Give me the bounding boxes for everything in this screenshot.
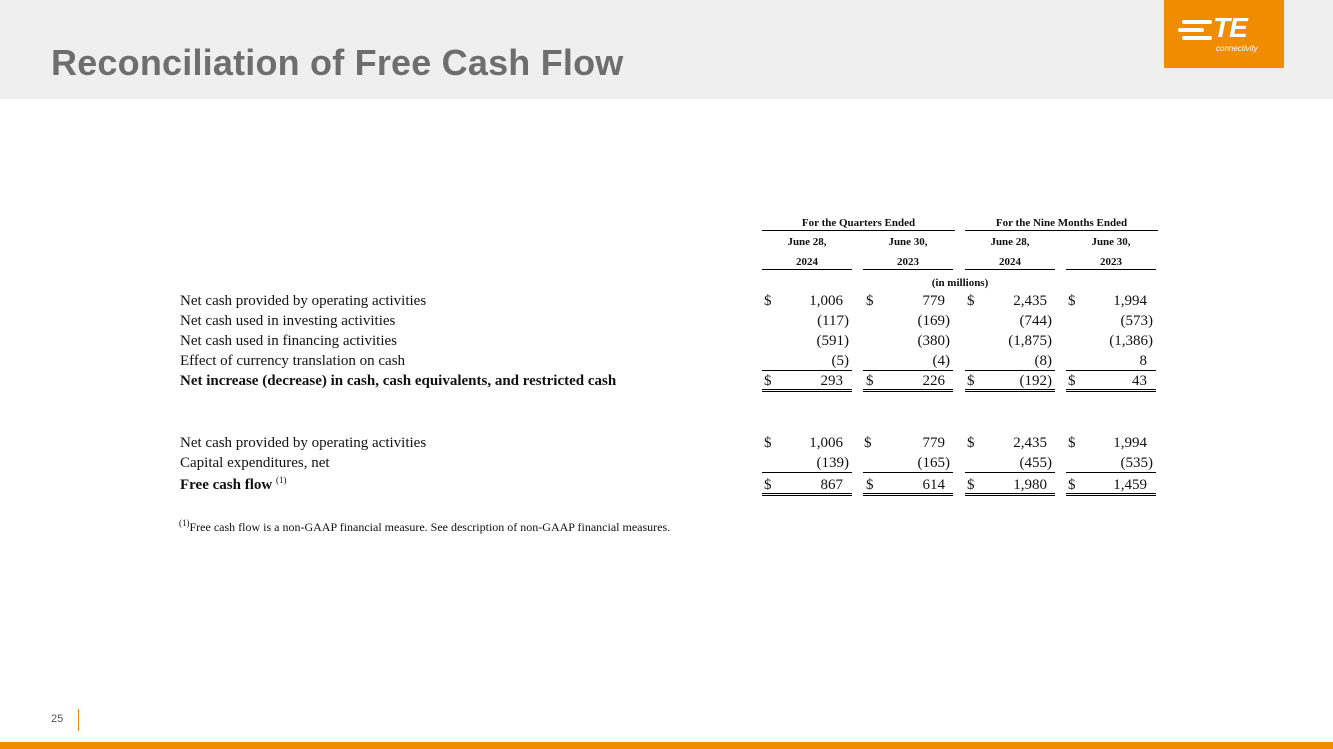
currency-symbol: $ (1068, 293, 1076, 309)
currency-symbol: $ (764, 293, 772, 309)
cell-value: 293 (820, 373, 843, 389)
cell-value: (573) (1120, 313, 1153, 329)
page-number: 25 (51, 713, 64, 725)
cell-value: 2,435 (1013, 435, 1047, 451)
cell-value: (1,386) (1109, 333, 1153, 349)
cell-value: 2,435 (1013, 293, 1047, 309)
free-cash-flow-text: Free cash flow (180, 477, 273, 493)
cell-value: (8) (1034, 353, 1052, 369)
currency-symbol: $ (764, 373, 772, 389)
row-label: Capital expenditures, net (180, 455, 330, 471)
row-label: Net cash used in investing activities (180, 313, 396, 329)
total-double-rule (965, 493, 1055, 496)
subtotal-rule (965, 472, 1055, 473)
units-label: (in millions) (931, 277, 989, 289)
logo-subtext: connectivity (1216, 44, 1258, 53)
footnote-marker: (1) (179, 518, 190, 528)
cell-value: 1,006 (809, 435, 843, 451)
cell-value: 1,006 (809, 293, 843, 309)
currency-symbol: $ (764, 477, 772, 493)
cell-value: (455) (1019, 455, 1052, 471)
logo-brand: TE (1213, 12, 1247, 43)
subtotal-rule (965, 370, 1055, 371)
footnote (179, 520, 670, 535)
cell-value: 1,980 (1013, 477, 1047, 493)
cell-value: (4) (932, 353, 950, 369)
currency-symbol: $ (1068, 477, 1076, 493)
cell-value: (139) (816, 455, 849, 471)
currency-symbol: $ (864, 435, 872, 451)
cell-value: 226 (922, 373, 945, 389)
subtotal-rule (1066, 370, 1156, 371)
cell-value: 614 (922, 477, 945, 493)
page-title: Reconciliation of Free Cash Flow (51, 42, 624, 83)
col-header-rule (965, 269, 1055, 270)
cell-value: (117) (817, 313, 849, 329)
currency-symbol: $ (967, 477, 975, 493)
total-double-rule (762, 389, 852, 392)
group-header-nine-months: For the Nine Months Ended (995, 217, 1128, 229)
col-header-date: June 28, (990, 236, 1030, 248)
col-header-rule (1066, 269, 1156, 270)
row-label: Effect of currency translation on cash (180, 353, 406, 369)
row-label: Net cash provided by operating activities (180, 435, 427, 451)
footnote-marker: (1) (275, 475, 287, 485)
total-double-rule (762, 493, 852, 496)
group-header-rule (965, 230, 1158, 231)
cell-value: 1,994 (1113, 293, 1147, 309)
currency-symbol: $ (1068, 373, 1076, 389)
currency-symbol: $ (866, 477, 874, 493)
subtotal-rule (762, 370, 852, 371)
subtotal-rule (762, 472, 852, 473)
te-logo (1164, 0, 1284, 68)
cell-value: 779 (922, 435, 945, 451)
cell-value: (380) (917, 333, 950, 349)
cell-value: (1,875) (1008, 333, 1052, 349)
subtotal-rule (1066, 472, 1156, 473)
total-double-rule (863, 389, 953, 392)
currency-symbol: $ (967, 435, 975, 451)
cell-value: (169) (917, 313, 950, 329)
currency-symbol: $ (764, 435, 772, 451)
row-label: Net cash provided by operating activities (180, 293, 427, 309)
subtotal-rule (863, 472, 953, 473)
cell-value: (535) (1120, 455, 1153, 471)
currency-symbol: $ (866, 293, 874, 309)
cell-value: 867 (820, 477, 843, 493)
currency-symbol: $ (967, 293, 975, 309)
cell-value: 1,459 (1113, 477, 1147, 493)
group-header-rule (762, 230, 955, 231)
row-label: Net cash used in financing activities (180, 333, 398, 349)
bottom-accent-bar (0, 742, 1333, 749)
col-header-rule (863, 269, 953, 270)
free-cash-flow-label (180, 476, 286, 495)
col-header-year: 2024 (796, 256, 818, 268)
cell-value: (744) (1019, 313, 1052, 329)
cell-value: 43 (1132, 373, 1147, 389)
col-header-year: 2024 (999, 256, 1021, 268)
total-row-label: Net increase (decrease) in cash, cash equivalents, and restricted cash (180, 373, 617, 389)
currency-symbol: $ (1068, 435, 1076, 451)
subtotal-rule (863, 370, 953, 371)
col-header-rule (762, 269, 852, 270)
footnote-text: Free cash flow is a non-GAAP financial measure. See description of non-GAAP financial measures. (189, 520, 671, 534)
col-header-date: June 30, (888, 236, 928, 248)
cell-value: (5) (831, 353, 849, 369)
currency-symbol: $ (866, 373, 874, 389)
col-header-date: June 28, (787, 236, 827, 248)
col-header-year: 2023 (1100, 256, 1122, 268)
group-header-quarters: For the Quarters Ended (801, 217, 916, 229)
cell-value: 8 (1139, 353, 1147, 369)
cell-value: (591) (816, 333, 849, 349)
cell-value: (192) (1019, 373, 1052, 389)
currency-symbol: $ (967, 373, 975, 389)
cell-value: 1,994 (1113, 435, 1147, 451)
col-header-date: June 30, (1091, 236, 1131, 248)
cell-value: 779 (922, 293, 945, 309)
col-header-year: 2023 (897, 256, 919, 268)
total-double-rule (965, 389, 1055, 392)
total-double-rule (1066, 389, 1156, 392)
total-double-rule (863, 493, 953, 496)
page-number-divider (78, 709, 79, 731)
total-double-rule (1066, 493, 1156, 496)
cell-value: (165) (917, 455, 950, 471)
